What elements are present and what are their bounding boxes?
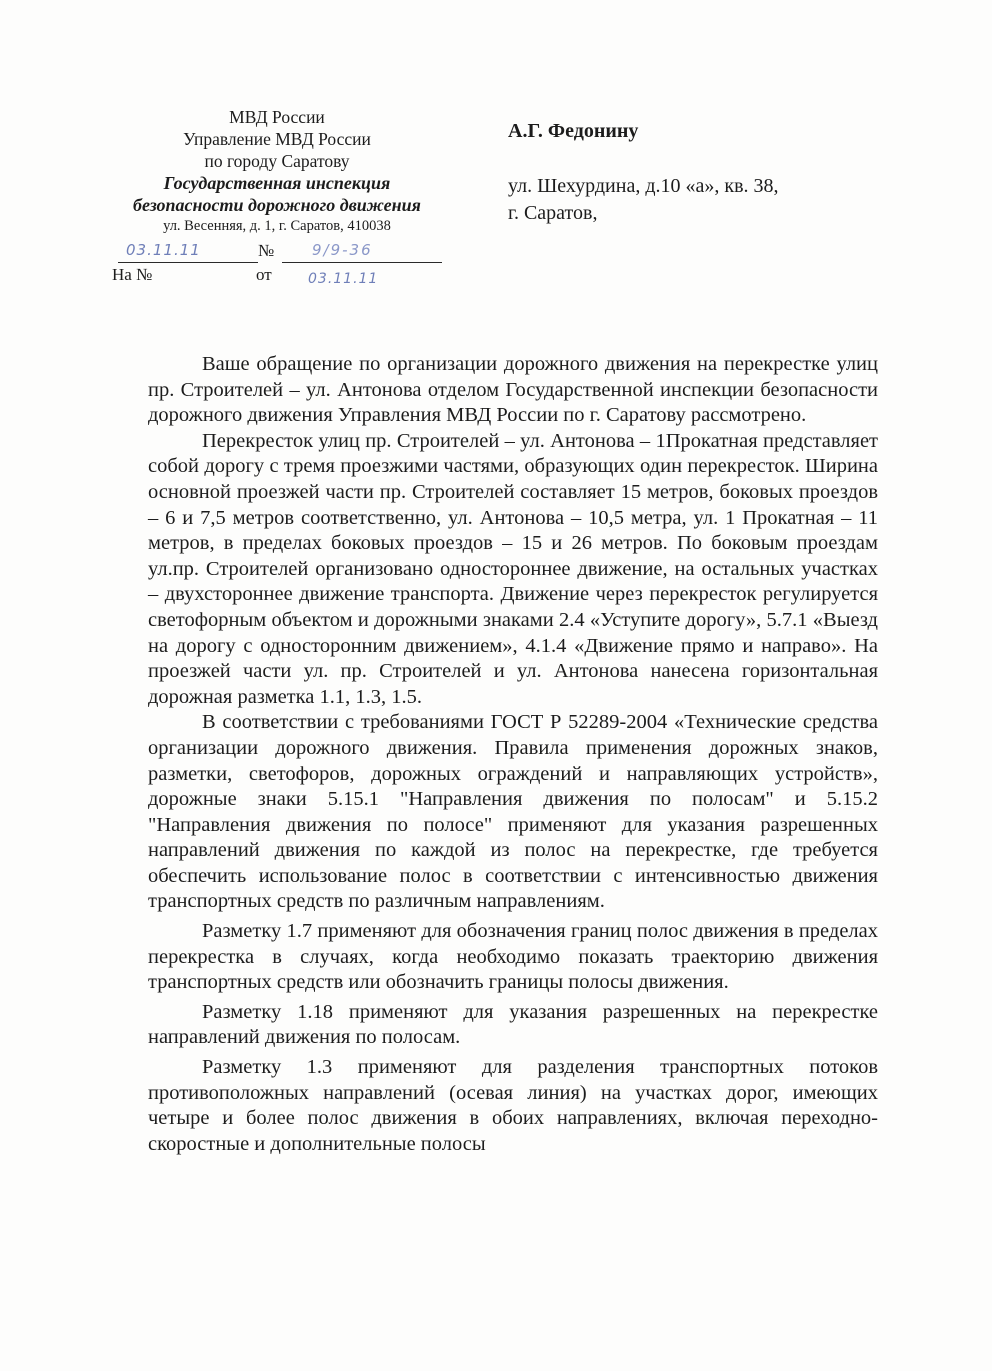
reference-from-label: от <box>256 265 272 284</box>
letterhead <box>112 106 442 236</box>
body-paragraph: Перекресток улиц пр. Строителей – ул. Антонова – 1Прокатная представляет собой дорогу с тремя проезжими частями, образующих один перекресток. Ширина основной проезжей части пр. Строителей составляет 15 метров, боковых проездов – 6 и 7,5 метров соответственно, ул. Антонова – 10,5 метра, ул. 1 Прокатная – 11 метров, в пределах боковых проездов – 15 и 26 метров. По боковым проездам ул.пр. Строителей организовано одностороннее движение, на остальных участках – двухстороннее движение транспорта. Движение через перекресток регулируется светофорным объектом и дорожными знаками 2.4 «Уступите дорогу», 5.7.1 «Выезд на дорогу с односторонним движением», 4.1.4 «Движение прямо и направо». На проезжей части ул. пр. Строителей и ул. Антонова нанесена горизонтальная дорожная разметка 1.1, 1.3, 1.5. <box>148 429 878 708</box>
letter-body <box>148 352 878 1157</box>
registration-number-label: № <box>258 241 275 260</box>
letterhead-ministry: МВД России <box>229 107 325 127</box>
addressee-block <box>508 118 779 227</box>
addressee-street: ул. Шехурдина, д.10 «а», кв. 38, <box>508 175 779 197</box>
addressee-name: А.Г. Федонину <box>508 120 639 142</box>
registration-row <box>112 241 442 265</box>
letterhead-city: по городу Саратову <box>204 151 350 171</box>
letterhead-address: ул. Весенняя, д. 1, г. Саратов, 410038 <box>163 218 391 234</box>
letterhead-inspection-subtitle: безопасности дорожного движения <box>133 195 421 215</box>
addressee-city: г. Саратов, <box>508 202 598 224</box>
body-paragraph: Разметку 1.18 применяют для указания разрешенных на перекрестке направлений движения по полосам. <box>148 1000 878 1049</box>
reference-number-label: На № <box>112 265 153 284</box>
reference-date: 03.11.11 <box>308 271 379 287</box>
registration-number: 9/9-36 <box>282 241 442 263</box>
body-paragraph: В соответствии с требованиями ГОСТ Р 52289-2004 «Технические средства организации дорожного движения. Правила применения дорожных знаков, разметки, светофоров, дорожных ограждений и направляющих устройств», дорожные знаки 5.15.1 "Направления движения по полосам" и 5.15.2 "Направления движения по полосе" применяют для указания разрешенных направлений движения по каждой из полос на перекрестке, где требуется обеспечить использование полос в соответствии с интенсивностью движения транспортных средств по различным направлениям. <box>148 711 878 913</box>
registration-date: 03.11.11 <box>118 241 258 263</box>
body-paragraph: Ваше обращение по организации дорожного движения на перекрестке улиц пр. Строителей – ул. Антонова отделом Государственной инспекции безопасности дорожного движения Управления МВД России по г. Саратову рассмотрено. <box>148 353 878 427</box>
letterhead-inspection: Государственная инспекция <box>163 173 391 193</box>
body-paragraph: Разметку 1.7 применяют для обозначения границ полос движения в пределах перекрестка в случаях, когда необходимо показать траекторию движения транспортных средств или обозначить границы полосы движения. <box>148 920 878 994</box>
letterhead-department: Управление МВД России <box>183 129 371 149</box>
body-paragraph: Разметку 1.3 применяют для разделения транспортных потоков противоположных направлений (осевая линия) на участках дорог, имеющих четыре и более полос движения в обоих направлениях, включая переходно-скоростные и дополнительные полосы <box>148 1056 878 1155</box>
reference-row <box>112 265 442 289</box>
